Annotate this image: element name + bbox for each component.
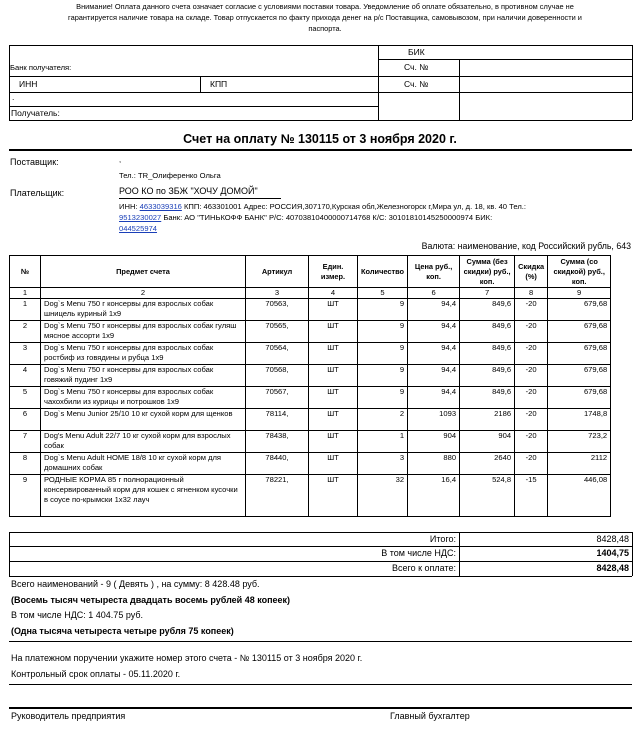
- cell-unit: ШТ: [309, 409, 358, 431]
- table-row: [10, 387, 611, 409]
- cell-n: 1: [10, 299, 41, 321]
- cell-price: 94,4: [408, 299, 460, 321]
- table-row: [10, 409, 611, 431]
- cell-disc: -20: [515, 453, 548, 475]
- cell-total: 679,68: [548, 321, 611, 343]
- payment-deadline: Контрольный срок оплаты - 05.11.2020 г.: [11, 669, 181, 679]
- cell-name: РОДНЫЕ КОРМА 85 г полнорационный консервированный корм для кошек с ягненком кусочки в соусе по-крымски 1х32 лауч: [41, 475, 246, 517]
- cell-name: Dog`s Menu 750 г консервы для взрослых собак чахохбили из курицы и потрошков 1х9: [41, 387, 246, 409]
- cell-art: 78438,: [246, 431, 309, 453]
- cell-disc: -20: [515, 299, 548, 321]
- supplier-label: Поставщик:: [10, 157, 59, 167]
- cell-total: 679,68: [548, 387, 611, 409]
- cell-sum: 2186: [460, 409, 515, 431]
- nds-in-words: (Одна тысяча четыреста четыре рубля 75 копеек): [11, 626, 234, 636]
- table-row: [10, 321, 611, 343]
- payment-notice: Внимание! Оплата данного счета означает согласие с условиями поставки товара. Уведомление об оплате обязательно, в противном случае не гарантируется наличие товара на складе. Товар отпускается по факту прихода денег на р/с Поставщика, самовывозом, при наличии доверенности и паспорта.: [68, 2, 582, 33]
- cell-art: 70564,: [246, 343, 309, 365]
- payer-bank-info: Банк: АО "ТИНЬКОФФ БАНК" Р/С: 40703810400000714768 К/С: 30101810145250000974 БИК:: [161, 213, 493, 222]
- header-cell: Количество: [358, 256, 408, 288]
- kpp-label: КПП: [210, 79, 228, 89]
- cell-qty: 32: [358, 475, 408, 517]
- cell-unit: ШТ: [309, 475, 358, 517]
- payer-inn-prefix: ИНН:: [119, 202, 140, 211]
- cell-art: 70565,: [246, 321, 309, 343]
- director-signature: Руководитель предприятия: [11, 711, 126, 721]
- cell-n: 2: [10, 321, 41, 343]
- cell-n: 7: [10, 431, 41, 453]
- cell-name: Dog`s Menu Junior 25/10 10 кг сухой корм для щенков: [41, 409, 246, 431]
- cell-price: 904: [408, 431, 460, 453]
- topay-value: 8428,48: [596, 563, 629, 573]
- cell-unit: ШТ: [309, 343, 358, 365]
- table-row: [10, 343, 611, 365]
- cell-sum: 849,6: [460, 299, 515, 321]
- cell-qty: 9: [358, 365, 408, 387]
- cell-n: 8: [10, 453, 41, 475]
- currency-line: Валюта: наименование, код Российский рубль, 643: [421, 241, 631, 251]
- payment-note: На платежном поручении укажите номер этого счета - № 130115 от 3 ноября 2020 г.: [11, 653, 363, 663]
- bank-recipient-label: Банк получателя:: [10, 63, 72, 72]
- cell-unit: ШТ: [309, 365, 358, 387]
- table-row: [10, 453, 611, 475]
- invoice-title: Счет на оплату № 130115 от 3 ноября 2020 г.: [183, 132, 457, 146]
- cell-disc: -20: [515, 409, 548, 431]
- cell-art: 70567,: [246, 387, 309, 409]
- column-number: 4: [309, 288, 358, 299]
- cell-qty: 1: [358, 431, 408, 453]
- cell-sum: 849,6: [460, 321, 515, 343]
- dot-mark: .: [12, 92, 15, 102]
- cell-sum: 524,8: [460, 475, 515, 517]
- cell-qty: 2: [358, 409, 408, 431]
- cell-disc: -20: [515, 321, 548, 343]
- cell-unit: ШТ: [309, 321, 358, 343]
- items-table: [9, 255, 611, 517]
- cell-price: 94,4: [408, 343, 460, 365]
- cell-disc: -15: [515, 475, 548, 517]
- payer-bik-link[interactable]: 044525974: [119, 224, 158, 233]
- cell-total: 446,08: [548, 475, 611, 517]
- column-numbers-row: [10, 288, 611, 299]
- cell-sum: 904: [460, 431, 515, 453]
- cell-disc: -20: [515, 431, 548, 453]
- cell-name: Dog's Menu Adult 22/7 10 кг сухой корм для взрослых собак: [41, 431, 246, 453]
- account-label-2: Сч. №: [404, 79, 429, 89]
- cell-name: Dog`s Menu 750 г консервы для взрослых собак шницель куриный 1х9: [41, 299, 246, 321]
- payer-phone-link[interactable]: 9513230027: [119, 213, 162, 222]
- cell-disc: -20: [515, 343, 548, 365]
- payer-label: Плательщик:: [10, 188, 65, 198]
- nds-label: В том числе НДС:: [381, 548, 456, 558]
- accountant-signature: Главный бухгалтер: [390, 711, 470, 721]
- cell-art: 70568,: [246, 365, 309, 387]
- cell-price: 1093: [408, 409, 460, 431]
- cell-disc: -20: [515, 365, 548, 387]
- cell-sum: 849,6: [460, 387, 515, 409]
- payer-inn-link[interactable]: 4633039316: [139, 202, 182, 211]
- table-row: [10, 299, 611, 321]
- cell-n: 4: [10, 365, 41, 387]
- column-number: 6: [408, 288, 460, 299]
- cell-price: 880: [408, 453, 460, 475]
- cell-sum: 849,6: [460, 365, 515, 387]
- header-cell: Един. измер.: [309, 256, 358, 288]
- supplier-mark: ,: [119, 155, 122, 164]
- cell-n: 3: [10, 343, 41, 365]
- cell-unit: ШТ: [309, 299, 358, 321]
- table-header-row: [10, 256, 611, 288]
- cell-price: 94,4: [408, 365, 460, 387]
- bik-label: БИК: [408, 47, 425, 57]
- cell-price: 16,4: [408, 475, 460, 517]
- column-number: 8: [515, 288, 548, 299]
- cell-disc: -20: [515, 387, 548, 409]
- column-number: 2: [41, 288, 246, 299]
- recipient-label: Получатель:: [11, 108, 60, 118]
- cell-qty: 9: [358, 299, 408, 321]
- table-row: [10, 431, 611, 453]
- cell-n: 9: [10, 475, 41, 517]
- header-cell: Артикул: [246, 256, 309, 288]
- payer-kpp-address: КПП: 463301001 Адрес: РОССИЯ,307170,Курская обл,Железногорск г,Мира ул, д. 18, кв. 40 Тел.:: [181, 202, 526, 211]
- header-cell: Цена руб., коп.: [408, 256, 460, 288]
- cell-qty: 9: [358, 343, 408, 365]
- header-cell: Скидка (%): [515, 256, 548, 288]
- cell-sum: 2640: [460, 453, 515, 475]
- items-count-line: Всего наименований - 9 ( Девять ) , на сумму: 8 428.48 руб.: [11, 579, 260, 589]
- table-row: [10, 475, 611, 517]
- cell-art: 78440,: [246, 453, 309, 475]
- cell-art: 78221,: [246, 475, 309, 517]
- cell-price: 94,4: [408, 387, 460, 409]
- header-cell: Сумма (со скидкой) руб., коп.: [548, 256, 611, 288]
- cell-total: 679,68: [548, 299, 611, 321]
- cell-name: Dog`s Menu 750 г консервы для взрослых собак гуляш мясное ассорти 1х9: [41, 321, 246, 343]
- cell-total: 723,2: [548, 431, 611, 453]
- header-cell: №: [10, 256, 41, 288]
- cell-total: 2112: [548, 453, 611, 475]
- nds-line: В том числе НДС: 1 404.75 руб.: [11, 610, 143, 620]
- column-number: 5: [358, 288, 408, 299]
- column-number: 3: [246, 288, 309, 299]
- itogo-label: Итого:: [429, 534, 456, 544]
- itogo-value: 8428,48: [596, 534, 629, 544]
- cell-total: 1748,8: [548, 409, 611, 431]
- cell-total: 679,68: [548, 365, 611, 387]
- column-number: 7: [460, 288, 515, 299]
- cell-n: 6: [10, 409, 41, 431]
- cell-art: 78114,: [246, 409, 309, 431]
- column-number: 1: [10, 288, 41, 299]
- table-row: [10, 365, 611, 387]
- cell-price: 94,4: [408, 321, 460, 343]
- cell-name: Dog`s Menu 750 г консервы для взрослых собак ростбиф из говядины и рубца 1х9: [41, 343, 246, 365]
- inn-label: ИНН: [19, 79, 38, 89]
- cell-unit: ШТ: [309, 387, 358, 409]
- cell-qty: 3: [358, 453, 408, 475]
- account-label-1: Сч. №: [404, 62, 429, 72]
- cell-art: 70563,: [246, 299, 309, 321]
- cell-n: 5: [10, 387, 41, 409]
- cell-total: 679,68: [548, 343, 611, 365]
- payer-details: [119, 201, 634, 234]
- column-number: 9: [548, 288, 611, 299]
- supplier-tel: Тел.: TR_Олиференко Ольга: [119, 171, 221, 180]
- cell-name: Dog`s Menu 750 г консервы для взрослых собак говяжий пудинг 1х9: [41, 365, 246, 387]
- sum-in-words: (Восемь тысяч четыреста двадцать восемь рублей 48 копеек): [11, 595, 291, 605]
- cell-qty: 9: [358, 321, 408, 343]
- cell-sum: 849,6: [460, 343, 515, 365]
- payer-name: РОО КО по ЗБЖ "ХОЧУ ДОМОЙ": [119, 186, 258, 196]
- cell-name: Dog`s Menu Adult HOME 18/8 10 кг сухой корм для домашних собак: [41, 453, 246, 475]
- cell-qty: 9: [358, 387, 408, 409]
- nds-value: 1404,75: [596, 548, 629, 558]
- header-cell: Предмет счета: [41, 256, 246, 288]
- cell-unit: ШТ: [309, 431, 358, 453]
- cell-unit: ШТ: [309, 453, 358, 475]
- header-cell: Сумма (без скидки) руб., коп.: [460, 256, 515, 288]
- topay-label: Всего к оплате:: [391, 563, 456, 573]
